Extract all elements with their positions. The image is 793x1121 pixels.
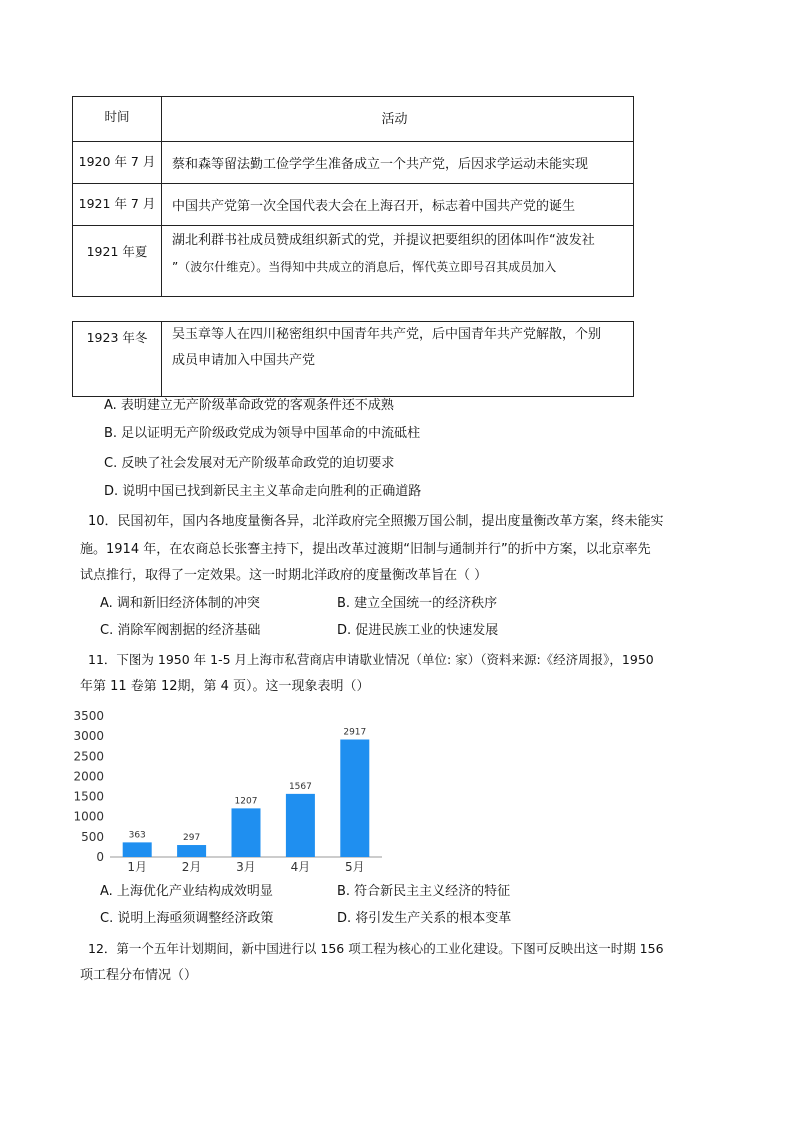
q10-stem-line: 施。1914 年，在农商总长张謇主持下，提出改革过渡期“旧制与通制并行”的折中方案，以北京率先 xyxy=(80,542,651,557)
activity-table-2 xyxy=(72,321,634,397)
y-tick-label: 3500 xyxy=(73,709,104,723)
activity-line: 成员申请加入中国共产党 xyxy=(172,353,316,368)
y-tick-label: 0 xyxy=(96,850,104,864)
q11-option-b: B. 符合新民主主义经济的特征 xyxy=(337,884,511,899)
table-header-time: 时间 xyxy=(73,97,162,142)
y-tick-label: 500 xyxy=(81,829,104,844)
q11-stem-line: 年第 11 卷第 12期，第 4 页）。这一现象表明（） xyxy=(80,679,370,694)
y-tick-label: 3000 xyxy=(73,729,104,744)
q11-stem-line: 11．下图为 1950 年 1-5 月上海市私营商店申请歇业情况（单位: 家）（资料来源:《经济周报》，1950 xyxy=(88,652,654,667)
x-tick-label: 1月 xyxy=(127,860,148,874)
table-cell-time: 1920 年 7 月 xyxy=(73,142,162,184)
bar xyxy=(286,794,315,857)
q10-stem-line: 10．民国初年，国内各地度量衡各异，北洋政府完全照搬万国公制，提出度量衡改革方案，终未能实 xyxy=(88,514,664,529)
q10-option-c: C. 消除军阀割据的经济基础 xyxy=(100,623,261,638)
table-cell-time: 1921 年夏 xyxy=(73,226,162,297)
y-tick-label: 1500 xyxy=(73,789,104,804)
y-tick-label: 2500 xyxy=(73,749,104,764)
q11-option-d: D. 将引发生产关系的根本变革 xyxy=(337,911,512,926)
bar-chart xyxy=(70,704,400,874)
table-cell-time: 1923 年冬 xyxy=(73,322,162,397)
q12-stem-line: 12．第一个五年计划期间，新中国进行以 156 项工程为核心的工业化建设。下图可反映出这一时期 156 xyxy=(88,941,664,956)
q12-stem-line: 项工程分布情况（） xyxy=(80,968,198,983)
activity-table-1 xyxy=(72,96,634,297)
x-tick-label: 5月 xyxy=(344,860,365,874)
table-cell-activity: 蔡和森等留法勤工俭学学生准备成立一个共产党，后因求学运动未能实现 xyxy=(162,142,634,184)
q10-stem-line: 试点推行，取得了一定效果。这一时期北洋政府的度量衡改革旨在（ ） xyxy=(80,568,488,583)
data-label: 2917 xyxy=(343,727,367,738)
data-label: 363 xyxy=(128,830,146,841)
q9-option-d: D. 说明中国已找到新民主主义革命走向胜利的正确道路 xyxy=(104,484,422,499)
table-cell-activity xyxy=(162,226,634,297)
activity-line: 吴玉章等人在四川秘密组织中国青年共产党，后中国青年共产党解散，个别 xyxy=(172,327,602,342)
q11-option-c: C. 说明上海亟须调整经济政策 xyxy=(100,911,274,926)
table-cell-activity xyxy=(162,322,634,397)
data-label: 1567 xyxy=(288,781,312,792)
y-tick-label: 2000 xyxy=(73,769,104,784)
q10-option-b: B. 建立全国统一的经济秩序 xyxy=(337,596,498,611)
bar xyxy=(232,808,261,857)
q10-option-d: D. 促进民族工业的快速发展 xyxy=(337,623,499,638)
data-label: 1207 xyxy=(234,796,258,807)
activity-line: 湖北利群书社成员赞成组织新式的党，并提议把要组织的团体叫作“波发社 xyxy=(172,233,595,248)
table-cell-activity: 中国共产党第一次全国代表大会在上海召开，标志着中国共产党的诞生 xyxy=(162,184,634,226)
table-cell-time: 1921 年 7 月 xyxy=(73,184,162,226)
data-label: 297 xyxy=(183,833,201,844)
bar xyxy=(177,845,206,857)
q11-option-a: A. 上海优化产业结构成效明显 xyxy=(100,884,273,899)
q9-option-b: B. 足以证明无产阶级政党成为领导中国革命的中流砥柱 xyxy=(104,426,421,441)
table-header-activity: 活动 xyxy=(162,97,634,142)
x-tick-label: 4月 xyxy=(290,860,311,874)
q9-option-a: A. 表明建立无产阶级革命政党的客观条件还不成熟 xyxy=(104,398,394,413)
x-tick-label: 2月 xyxy=(181,860,202,874)
activity-line: ”（波尔什维克）。当得知中共成立的消息后，恽代英立即号召其成员加入 xyxy=(172,260,557,274)
q10-option-a: A. 调和新旧经济体制的冲突 xyxy=(100,596,260,611)
q9-option-c: C. 反映了社会发展对无产阶级革命政党的迫切要求 xyxy=(104,456,395,471)
x-tick-label: 3月 xyxy=(236,860,256,874)
bar xyxy=(340,739,369,857)
bar xyxy=(123,842,152,857)
y-tick-label: 1000 xyxy=(73,809,104,824)
